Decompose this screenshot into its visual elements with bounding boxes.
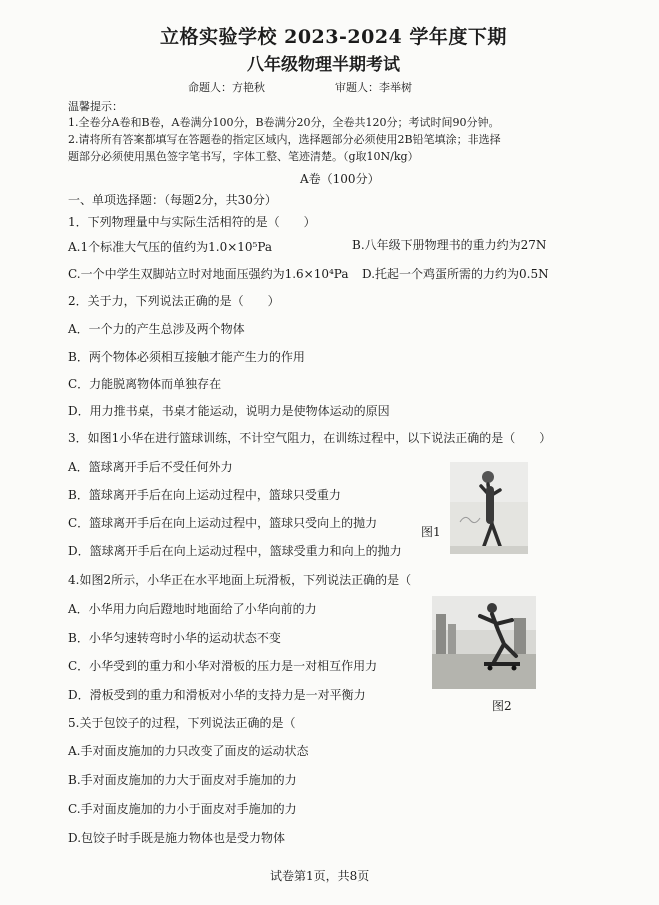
option-d: D.包饺子时手既是施力物体也是受力物体 [68,831,286,845]
option-a: A．篮球离开手后不受任何外力 [68,460,233,474]
notice-heading: 温馨提示： [68,100,123,113]
option-d: D．用力推书桌，书桌才能运动，说明力是使物体运动的原因 [68,404,390,418]
option-b: B．篮球离开手后在向上运动过程中，篮球只受重力 [68,488,341,502]
option-c: C.一个中学生双脚站立时对地面压强约为1.6×10⁴Pa [68,267,349,281]
figure-2-skateboard-photo [432,596,536,689]
option-a: A.手对面皮施加的力只改变了面皮的运动状态 [68,744,309,758]
option-a: A．一个力的产生总涉及两个物体 [68,322,245,336]
option-a: A．小华用力向后蹬地时地面给了小华向前的力 [68,602,317,616]
option-c: C．力能脱离物体而单独存在 [68,377,222,391]
question-stem: 2．关于力，下列说法正确的是（ ） [68,294,280,308]
notice-line: 题部分必须使用黑色签字笔书写，字体工整、笔迹清楚。（g取10N/kg） [68,150,419,163]
notice-line: 1.全卷分A卷和B卷，A卷满分100分，B卷满分20分，全卷共120分；考试时间90分钟。 [68,116,500,129]
option-d: D.托起一个鸡蛋所需的力约为0.5N [362,267,549,281]
option-a: A.1个标准大气压的值约为1.0×10⁵Pa [68,240,273,254]
figure-1-basketball-photo [450,462,528,554]
option-b: B.手对面皮施加的力大于面皮对手施加的力 [68,773,297,787]
option-c: C．小华受到的重力和小华对滑板的压力是一对相互作用力 [68,659,378,673]
part-heading: 一、单项选择题：（每题2分，共30分） [68,193,277,207]
option-c: C．篮球离开手后在向上运动过程中，篮球只受向上的抛力 [68,516,378,530]
figure-1-label: 图1 [421,525,441,539]
reviewer-label: 审题人：李举树 [335,81,412,94]
option-b: B.八年级下册物理书的重力约为27N [352,238,547,252]
option-c: C.手对面皮施加的力小于面皮对手施加的力 [68,802,297,816]
question-stem: 3．如图1小华在进行篮球训练，不计空气阻力，在训练过程中，以下说法正确的是（ ） [68,431,552,445]
question-stem: 4.如图2所示，小华正在水平地面上玩滑板，下列说法正确的是（ [68,573,412,587]
option-d: D．篮球离开手后在向上运动过程中，篮球受重力和向上的抛力 [68,544,402,558]
question-stem: 1．下列物理量中与实际生活相符的是（ ） [68,215,316,229]
author-label: 命题人：方艳秋 [188,81,265,94]
option-b: B．小华匀速转弯时小华的运动状态不变 [68,631,281,645]
page-footer: 试卷第1页，共8页 [270,869,370,883]
notice-line: 2.请将所有答案都填写在答题卷的指定区域内，选择题部分必须使用2B铅笔填涂；非选择 [68,133,501,146]
question-stem: 5.关于包饺子的过程，下列说法正确的是（ [68,716,296,730]
exam-subtitle: 八年级物理半期考试 [247,55,400,75]
option-d: D．滑板受到的重力和滑板对小华的支持力是一对平衡力 [68,688,366,702]
figure-2-label: 图2 [492,699,512,713]
option-b: B．两个物体必须相互接触才能产生力的作用 [68,350,305,364]
section-a-heading: A卷（100分） [300,172,380,186]
exam-title: 立格实验学校 2023-2024 学年度下期 [160,26,507,48]
